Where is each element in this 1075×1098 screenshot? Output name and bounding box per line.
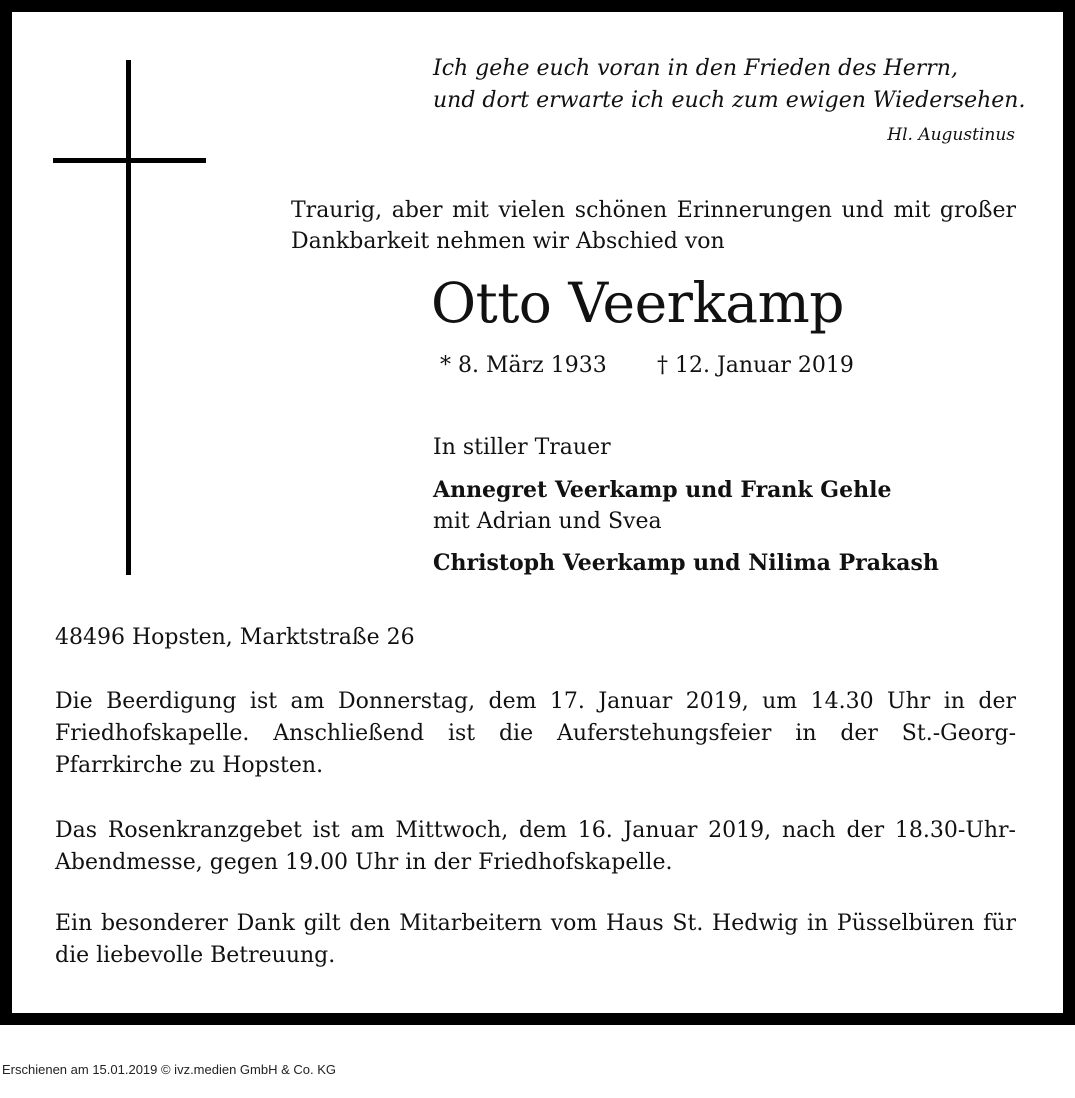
family-line-3: Christoph Veerkamp und Nilima Prakash xyxy=(433,550,939,576)
cross-icon xyxy=(126,60,131,575)
funeral-paragraph: Die Beerdigung ist am Donnerstag, dem 17. Januar 2019, um 14.30 Uhr in der Friedhofskapelle. Anschließend ist die Auferstehungsfeier in der St.-Georg-Pfarrkirche zu Hopsten. xyxy=(55,689,1016,778)
deceased-name: Otto Veerkamp xyxy=(431,271,844,335)
address: 48496 Hopsten, Marktstraße 26 xyxy=(55,625,415,650)
death-date: † 12. Januar 2019 xyxy=(657,353,854,378)
quote-author: Hl. Augustinus xyxy=(887,125,1015,145)
birth-date: * 8. März 1933 xyxy=(440,353,607,378)
rosary-paragraph: Das Rosenkranzgebet ist am Mittwoch, dem 16. Januar 2019, nach der 18.30-Uhr-Abendmesse, gegen 19.00 Uhr in der Friedhofskapelle. xyxy=(55,818,1016,875)
thanks-paragraph: Ein besonderer Dank gilt den Mitarbeitern vom Haus St. Hedwig in Püsselbüren für die liebevolle Betreuung. xyxy=(55,911,1016,968)
family-line-2: mit Adrian und Svea xyxy=(433,509,662,534)
quote-line-1: Ich gehe euch voran in den Frieden des Herrn, xyxy=(433,56,958,81)
cross-icon-bar xyxy=(53,158,206,163)
publication-footer: Erschienen am 15.01.2019 © ivz.medien GmbH & Co. KG xyxy=(2,1062,337,1077)
mourning-heading: In stiller Trauer xyxy=(433,435,611,460)
intro-text: Traurig, aber mit vielen schönen Erinnerungen und mit großer Dankbarkeit nehmen wir Abschied von xyxy=(291,198,1016,254)
quote-line-2: und dort erwarte ich euch zum ewigen Wiedersehen. xyxy=(433,88,1026,113)
family-line-1: Annegret Veerkamp und Frank Gehle xyxy=(433,477,892,503)
